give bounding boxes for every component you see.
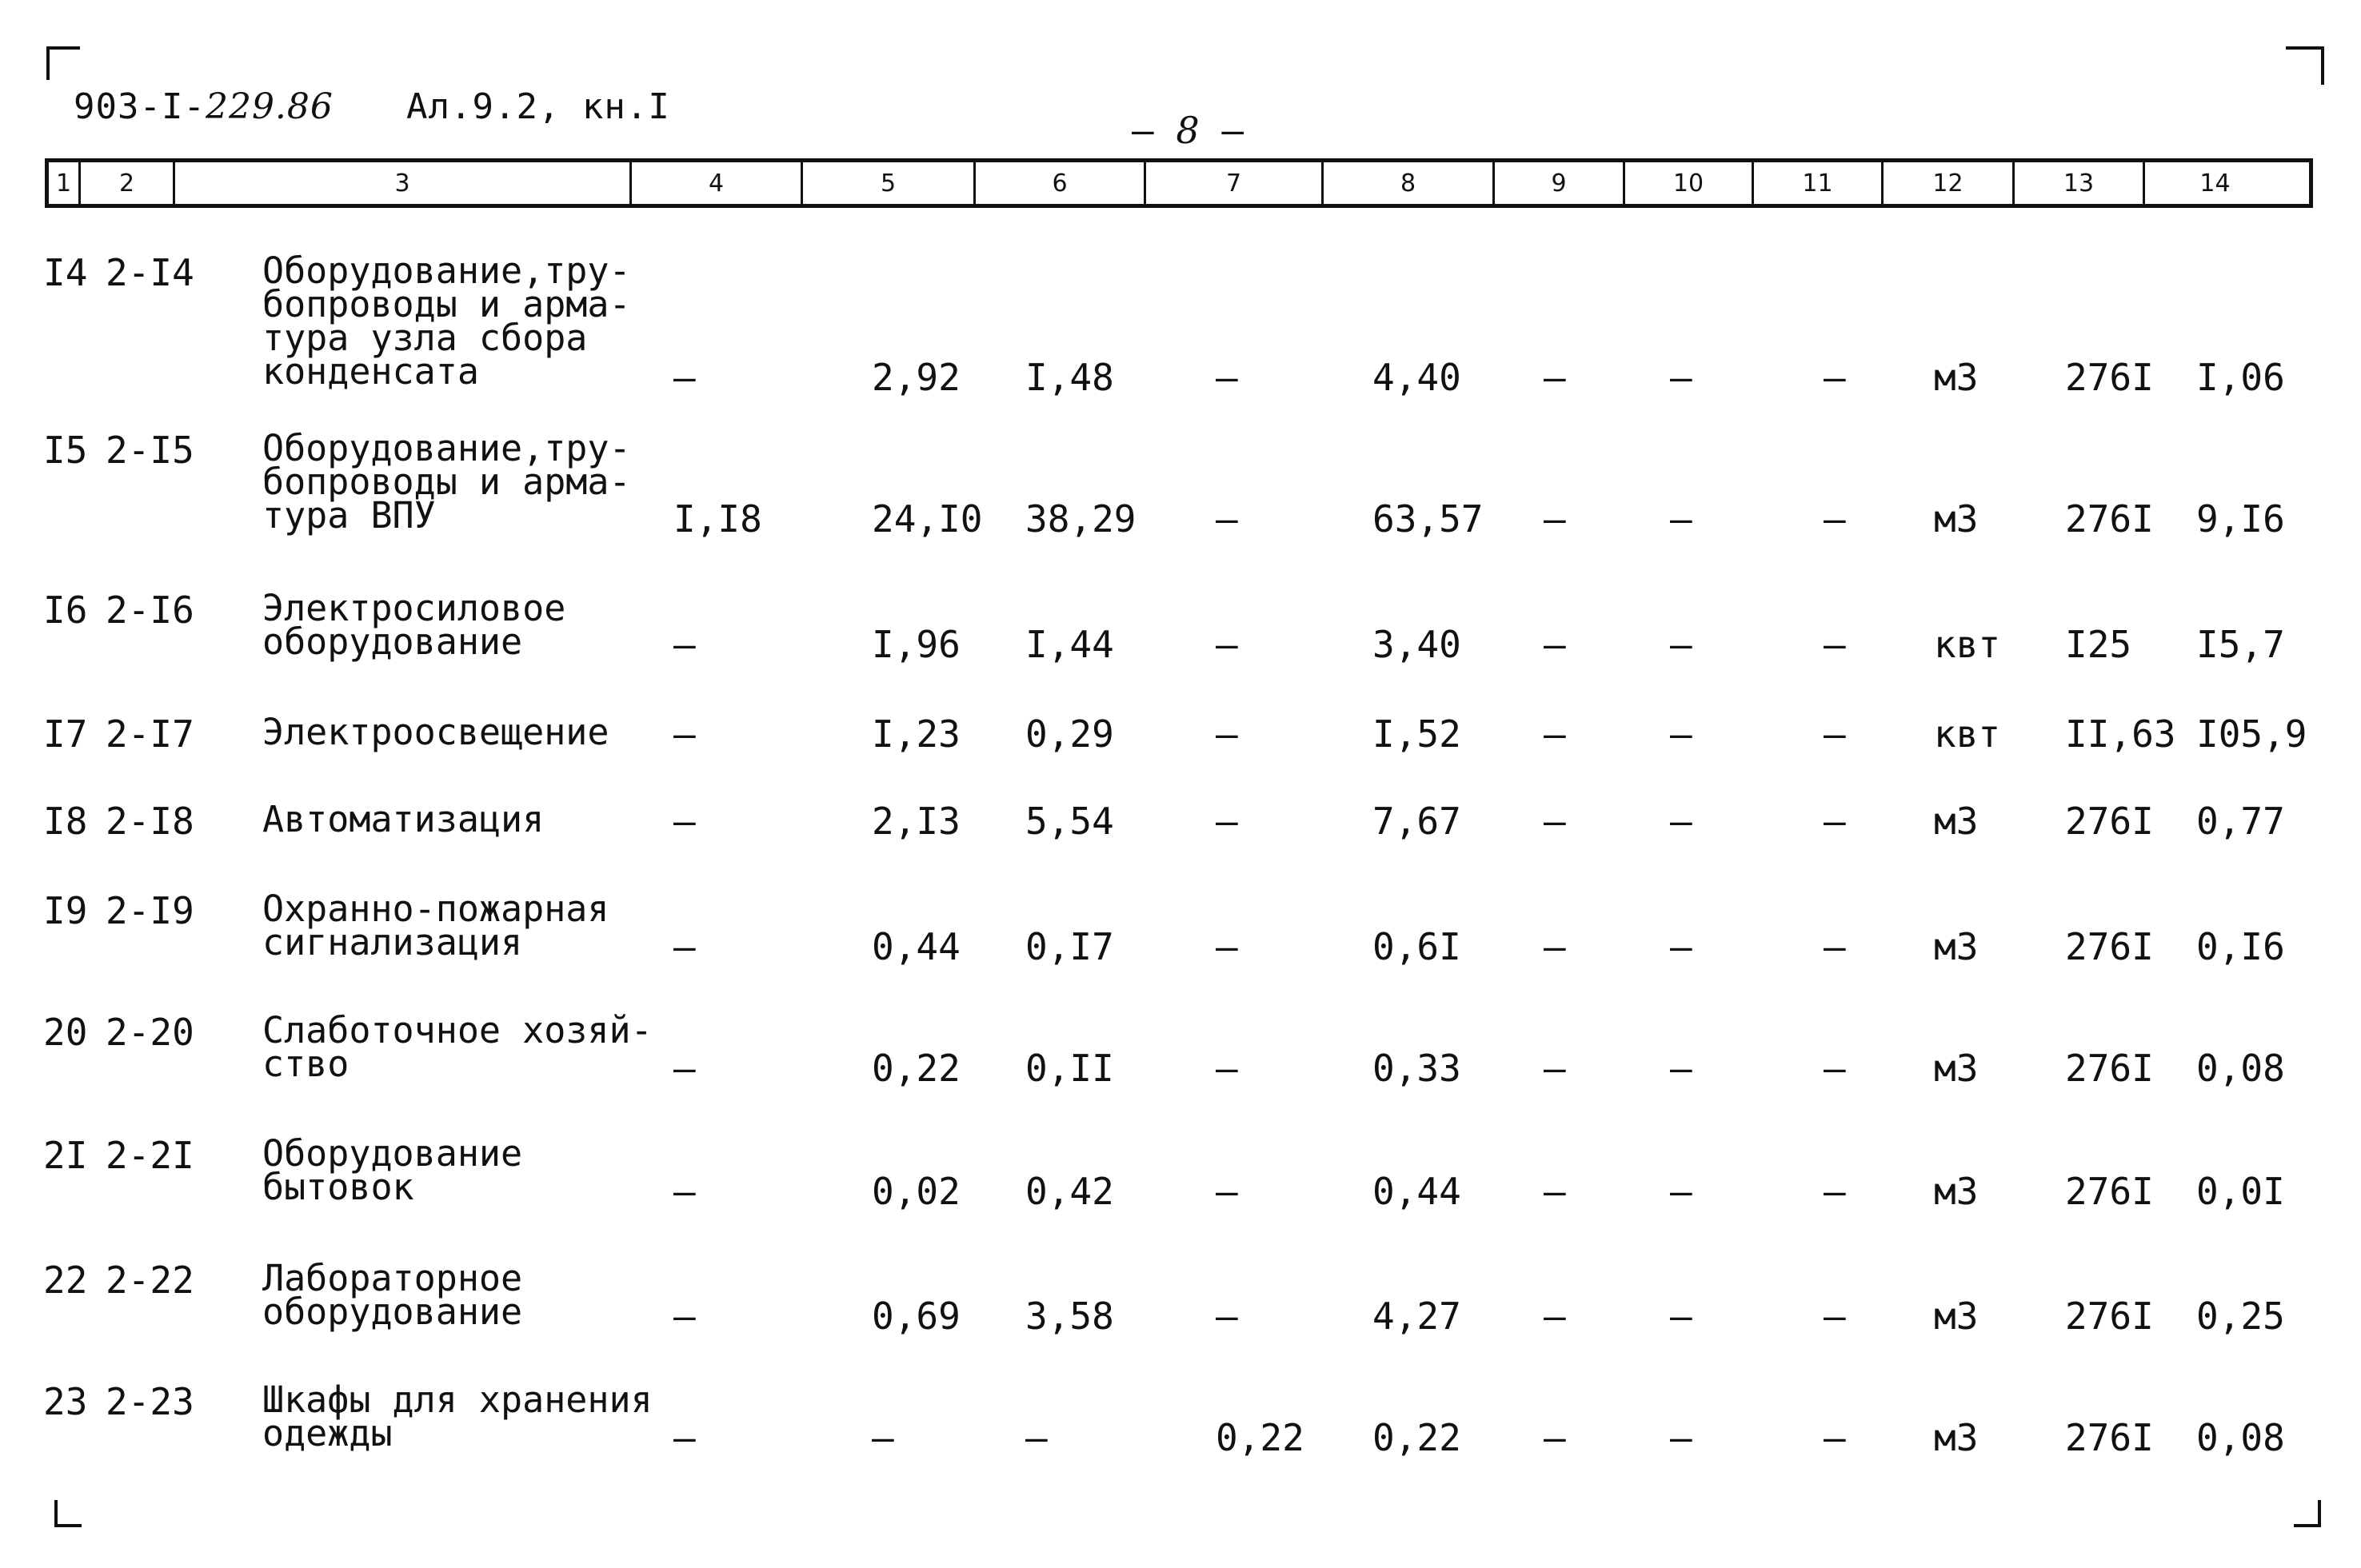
cell-col5: 2,92 [872, 356, 961, 399]
cell-col12: м3 [1934, 800, 1979, 843]
cell-col7: – [1216, 925, 1238, 968]
cell-col7: – [1216, 623, 1238, 666]
cell-col8: 0,6I [1372, 925, 1461, 968]
cell-col14: 0,08 [2196, 1416, 2285, 1459]
cell-col11: – [1824, 800, 1846, 843]
cell-col11: – [1824, 1295, 1846, 1338]
cell-col5: 0,69 [872, 1295, 961, 1338]
cell-col5: I,23 [872, 712, 961, 756]
cell-col14: 0,I6 [2196, 925, 2285, 968]
cell-col5: – [872, 1416, 894, 1459]
cell-col5: 0,22 [872, 1047, 961, 1090]
cell-col7: – [1216, 1295, 1238, 1338]
cell-col11: – [1824, 1170, 1846, 1213]
cell-col5: I,96 [872, 623, 961, 666]
row-name: Лабораторное оборудование [262, 1257, 523, 1333]
cell-col10: – [1670, 497, 1692, 541]
cell-col10: – [1670, 800, 1692, 843]
cell-col8: 0,22 [1372, 1416, 1461, 1459]
cell-col13: 276I [2065, 497, 2154, 541]
row-name: Оборудование бытовок [262, 1132, 523, 1208]
row-number: I9 [43, 889, 88, 932]
row-name: Электроосвещение [262, 711, 609, 753]
column-header-2: 2 [81, 162, 175, 204]
row-number: I4 [43, 251, 88, 294]
corner-mark-top-left [46, 46, 80, 80]
cell-col9: – [1544, 1295, 1566, 1338]
cell-col14: 0,77 [2196, 800, 2285, 843]
cell-col8: I,52 [1372, 712, 1461, 756]
row-number: 22 [43, 1259, 88, 1302]
column-header-9: 9 [1495, 162, 1625, 204]
cell-col14: I5,7 [2196, 623, 2285, 666]
cell-col5: 24,I0 [872, 497, 983, 541]
cell-col4: – [673, 1047, 696, 1090]
cell-col9: – [1544, 925, 1566, 968]
cell-col13: 276I [2065, 1047, 2154, 1090]
column-header-5: 5 [803, 162, 976, 204]
cell-col13: II,63 [2065, 712, 2176, 756]
document-code: 903-I-229.86 [74, 86, 334, 127]
row-code: 2-22 [106, 1259, 194, 1302]
cell-col6: 0,I7 [1025, 925, 1114, 968]
page-number: — 8 — [1131, 109, 1244, 152]
row-name: Оборудование,тру- бопроводы и арма- тура узла сбора конденсата [262, 249, 631, 393]
cell-col11: – [1824, 356, 1846, 399]
cell-col12: квт [1934, 623, 2001, 666]
cell-col6: 5,54 [1025, 800, 1114, 843]
column-header-4: 4 [632, 162, 803, 204]
row-code: 2-I9 [106, 889, 194, 932]
cell-col10: – [1670, 623, 1692, 666]
column-header-7: 7 [1146, 162, 1324, 204]
cell-col9: – [1544, 1170, 1566, 1213]
column-header-13: 13 [2015, 162, 2145, 204]
row-code: 2-20 [106, 1011, 194, 1054]
cell-col12: м3 [1934, 1047, 1979, 1090]
cell-col13: 276I [2065, 1295, 2154, 1338]
column-header-14: 14 [2199, 169, 2231, 197]
cell-col6: 38,29 [1025, 497, 1137, 541]
cell-col14: 0,0I [2196, 1170, 2285, 1213]
cell-col13: I25 [2065, 623, 2132, 666]
cell-col14: 9,I6 [2196, 497, 2285, 541]
cell-col6: 3,58 [1025, 1295, 1114, 1338]
cell-col10: – [1670, 925, 1692, 968]
cell-col4: – [673, 1295, 696, 1338]
cell-col10: – [1670, 356, 1692, 399]
cell-col4: – [673, 712, 696, 756]
cell-col4: – [673, 1416, 696, 1459]
cell-col4: – [673, 623, 696, 666]
cell-col9: – [1544, 1047, 1566, 1090]
cell-col6: I,44 [1025, 623, 1114, 666]
column-header-1: 1 [49, 162, 81, 204]
row-code: 2-I5 [106, 429, 194, 472]
cell-col4: – [673, 800, 696, 843]
corner-mark-top-right [2286, 46, 2324, 85]
cell-col5: 0,44 [872, 925, 961, 968]
cell-col10: – [1670, 1047, 1692, 1090]
row-number: I6 [43, 588, 88, 632]
column-number-header [45, 158, 2313, 208]
cell-col12: м3 [1934, 1295, 1979, 1338]
cell-col13: 276I [2065, 1170, 2154, 1213]
cell-col8: 3,40 [1372, 623, 1461, 666]
cell-col14: I,06 [2196, 356, 2285, 399]
row-number: 23 [43, 1380, 88, 1423]
document-code-handwritten: 229.86 [205, 86, 334, 127]
row-number: I7 [43, 712, 88, 756]
cell-col11: – [1824, 1047, 1846, 1090]
cell-col8: 7,67 [1372, 800, 1461, 843]
row-number: 2I [43, 1134, 88, 1177]
row-code: 2-2I [106, 1134, 194, 1177]
column-header-12: 12 [1884, 162, 2015, 204]
cell-col14: 0,08 [2196, 1047, 2285, 1090]
cell-col8: 0,44 [1372, 1170, 1461, 1213]
column-header-11: 11 [1754, 162, 1884, 204]
cell-col7: 0,22 [1216, 1416, 1304, 1459]
cell-col11: – [1824, 925, 1846, 968]
cell-col12: квт [1934, 712, 2001, 756]
cell-col9: – [1544, 712, 1566, 756]
cell-col6: – [1025, 1416, 1048, 1459]
cell-col11: – [1824, 712, 1846, 756]
cell-col10: – [1670, 712, 1692, 756]
row-code: 2-I7 [106, 712, 194, 756]
corner-mark-bottom-right [2294, 1500, 2321, 1527]
row-name: Слаботочное хозяй- ство [262, 1009, 653, 1085]
row-name: Электросиловое оборудование [262, 587, 566, 663]
cell-col9: – [1544, 800, 1566, 843]
column-header-6: 6 [976, 162, 1146, 204]
cell-col7: – [1216, 1170, 1238, 1213]
cell-col6: 0,II [1025, 1047, 1114, 1090]
cell-col13: 276I [2065, 356, 2154, 399]
cell-col14: I05,9 [2196, 712, 2307, 756]
cell-col8: 0,33 [1372, 1047, 1461, 1090]
album-reference: Ал.9.2, кн.I [406, 86, 670, 127]
cell-col9: – [1544, 1416, 1566, 1459]
cell-col4: – [673, 1170, 696, 1213]
cell-col10: – [1670, 1170, 1692, 1213]
cell-col7: – [1216, 800, 1238, 843]
cell-col8: 4,27 [1372, 1295, 1461, 1338]
column-header-10: 10 [1625, 162, 1754, 204]
cell-col5: 2,I3 [872, 800, 961, 843]
row-number: I5 [43, 429, 88, 472]
cell-col14: 0,25 [2196, 1295, 2285, 1338]
cell-col6: 0,42 [1025, 1170, 1114, 1213]
row-name: Оборудование,тру- бопроводы и арма- тура ВПУ [262, 427, 631, 537]
cell-col13: 276I [2065, 925, 2154, 968]
cell-col13: 276I [2065, 800, 2154, 843]
cell-col12: м3 [1934, 356, 1979, 399]
cell-col4: I,I8 [673, 497, 762, 541]
cell-col8: 4,40 [1372, 356, 1461, 399]
column-header-3: 3 [175, 162, 632, 204]
cell-col9: – [1544, 356, 1566, 399]
corner-mark-bottom-left [54, 1500, 82, 1527]
cell-col12: м3 [1934, 925, 1979, 968]
cell-col9: – [1544, 497, 1566, 541]
row-code: 2-23 [106, 1380, 194, 1423]
cell-col7: – [1216, 497, 1238, 541]
row-name: Охранно-пожарная сигнализация [262, 888, 609, 964]
cell-col13: 276I [2065, 1416, 2154, 1459]
cell-col11: – [1824, 623, 1846, 666]
column-header-8: 8 [1324, 162, 1495, 204]
cell-col10: – [1670, 1416, 1692, 1459]
cell-col11: – [1824, 497, 1846, 541]
cell-col4: – [673, 925, 696, 968]
cell-col7: – [1216, 1047, 1238, 1090]
row-name: Шкафы для хранения одежды [262, 1378, 653, 1454]
row-code: 2-I4 [106, 251, 194, 294]
cell-col10: – [1670, 1295, 1692, 1338]
cell-col12: м3 [1934, 1416, 1979, 1459]
cell-col9: – [1544, 623, 1566, 666]
row-number: I8 [43, 800, 88, 843]
row-code: 2-I6 [106, 588, 194, 632]
cell-col7: – [1216, 356, 1238, 399]
cell-col5: 0,02 [872, 1170, 961, 1213]
cell-col7: – [1216, 712, 1238, 756]
cell-col12: м3 [1934, 497, 1979, 541]
cell-col4: – [673, 356, 696, 399]
row-name: Автоматизация [262, 798, 545, 840]
cell-col6: 0,29 [1025, 712, 1114, 756]
row-code: 2-I8 [106, 800, 194, 843]
row-number: 20 [43, 1011, 88, 1054]
cell-col8: 63,57 [1372, 497, 1484, 541]
cell-col6: I,48 [1025, 356, 1114, 399]
cell-col12: м3 [1934, 1170, 1979, 1213]
cell-col11: – [1824, 1416, 1846, 1459]
